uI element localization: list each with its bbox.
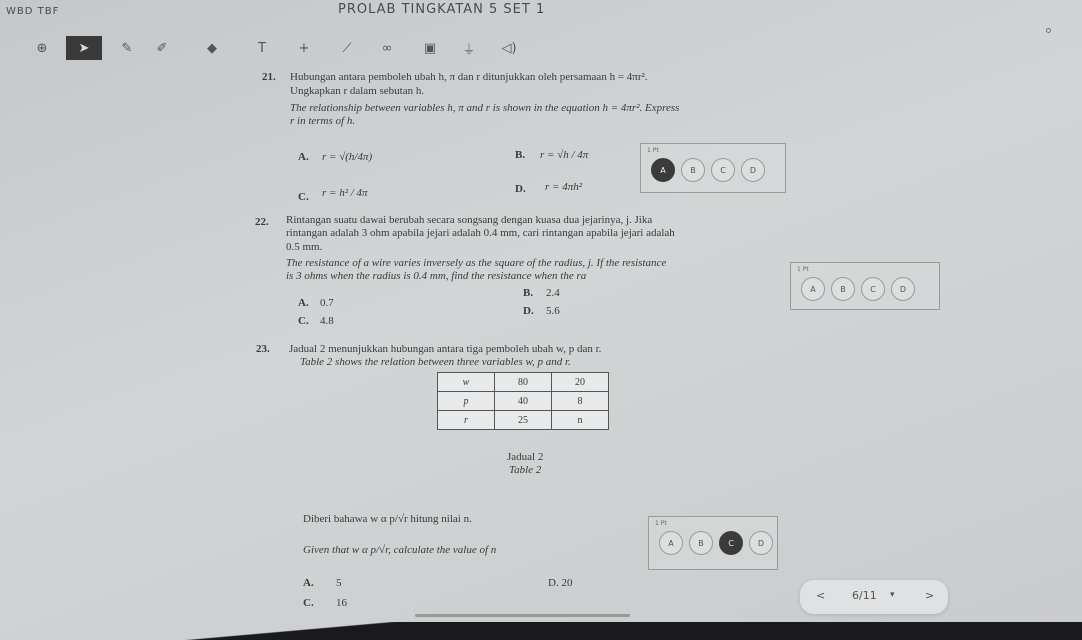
q22-malay-3: 0.5 mm. (286, 241, 323, 253)
q22-answer-panel (790, 262, 940, 310)
link-icon[interactable]: ∞ (381, 40, 393, 56)
q21-option-a-value: r = √(h/4π) (322, 151, 373, 163)
q22-malay: Rintangan suatu dawai berubah secara songsang dengan kuasa dua jejarinya, j. Jika (286, 214, 653, 226)
q22-option-a-label: A. (298, 297, 309, 309)
screen-bezel (0, 622, 1082, 640)
q21-english-2: r in terms of h. (290, 115, 356, 127)
table-row (438, 392, 609, 411)
q21-option-c-value: r = h² / 4π (322, 187, 368, 199)
text-icon[interactable]: T (258, 40, 266, 56)
highlighter-icon[interactable]: ✐ (156, 40, 168, 56)
q22-option-d-label: D. (523, 305, 534, 317)
status-dot-icon (1046, 28, 1051, 33)
q22-number: 22. (255, 216, 269, 228)
q23-answer-panel (648, 516, 778, 570)
answer-option-b[interactable]: B (831, 277, 855, 301)
q23-option-d: D. 20 (548, 577, 573, 589)
q22-option-b-value: 2.4 (546, 287, 560, 299)
table-cell: n (552, 411, 609, 430)
answer-option-d[interactable]: D (891, 277, 915, 301)
q21-option-d-value: r = 4πh² (545, 181, 583, 193)
answer-option-d[interactable]: D (749, 531, 773, 555)
q21-answer-panel (640, 143, 786, 193)
document-label: WBD TBF (6, 6, 60, 17)
table-caption-malay: Jadual 2 (507, 451, 544, 463)
q23-option-c-label: C. (303, 597, 314, 609)
answer-option-c[interactable]: C (719, 531, 743, 555)
q21-option-a-label: A. (298, 151, 309, 163)
q22-english-2: is 3 ohms when the radius is 0.4 mm, find the resistance when the ra (286, 270, 587, 282)
q21-option-c-label: C. (298, 191, 309, 203)
answer-option-c[interactable]: C (711, 158, 735, 182)
horizontal-scrollbar[interactable] (415, 614, 630, 617)
table-caption-english: Table 2 (509, 464, 542, 476)
q23-given-malay: Diberi bahawa w α p/√r hitung nilai n. (303, 513, 472, 525)
points-label: 1 Pt (655, 520, 667, 527)
page-navigator (800, 580, 948, 614)
q22-option-c-value: 4.8 (320, 315, 334, 327)
table-row (438, 373, 609, 392)
answer-option-b[interactable]: B (689, 531, 713, 555)
q22-option-a-value: 0.7 (320, 297, 334, 309)
table-cell: w (438, 373, 495, 392)
speaker-icon[interactable]: ◁) (501, 40, 517, 56)
q22-option-c-label: C. (298, 315, 309, 327)
table-cell: 8 (552, 392, 609, 411)
q23-option-a-value: 5 (336, 577, 342, 589)
q21-english: The relationship between variables h, π and r is shown in the equation h = 4πr². Express (290, 102, 680, 114)
q21-malay: Hubungan antara pemboleh ubah h, π dan r ditunjukkan oleh persamaan h = 4πr². (290, 71, 648, 83)
table-cell: 25 (495, 411, 552, 430)
q23-malay: Jadual 2 menunjukkan hubungan antara tiga pemboleh ubah w, p dan r. (289, 343, 602, 355)
table-cell: 80 (495, 373, 552, 392)
q22-option-b-label: B. (523, 287, 534, 299)
answer-option-a[interactable]: A (651, 158, 675, 182)
answer-option-c[interactable]: C (861, 277, 885, 301)
next-page-button[interactable]: > (925, 589, 935, 602)
image-icon[interactable]: ▣ (423, 40, 437, 56)
table-cell: r (438, 411, 495, 430)
page-indicator[interactable]: 6/11 (852, 589, 877, 602)
answer-option-b[interactable]: B (681, 158, 705, 182)
table-cell: 20 (552, 373, 609, 392)
table-cell: p (438, 392, 495, 411)
q22-malay-2: rintangan adalah 3 ohm apabila jejari adalah 0.4 mm, cari rintangan apabila jejari adalah (286, 227, 675, 239)
line-icon[interactable]: ⟋ (342, 40, 352, 56)
points-label: 1 Pt (797, 266, 809, 273)
points-label: 1 Pt (647, 147, 659, 154)
zoom-icon[interactable]: ⊕ (36, 40, 48, 56)
plus-icon[interactable]: + (298, 40, 310, 56)
eraser-icon[interactable]: ◆ (207, 40, 217, 56)
table-row (438, 411, 609, 430)
q23-english: Table 2 shows the relation between three variables w, p and r. (300, 356, 571, 368)
pointer-icon[interactable]: ➤ (66, 36, 102, 60)
q23-number: 23. (256, 343, 270, 355)
q23-option-a-label: A. (303, 577, 314, 589)
q21-option-b-label: B. (515, 149, 526, 161)
document-title: PROLAB TINGKATAN 5 SET 1 (338, 2, 546, 17)
q21-option-b-value: r = √h / 4π (540, 149, 589, 161)
q21-number: 21. (262, 71, 276, 83)
q23-option-c-value: 16 (336, 597, 347, 609)
answer-option-a[interactable]: A (659, 531, 683, 555)
answer-option-d[interactable]: D (741, 158, 765, 182)
q23-given-english: Given that w α p/√r, calculate the value of n (303, 544, 497, 556)
microphone-icon[interactable]: ⏚ (462, 42, 476, 58)
q22-option-d-value: 5.6 (546, 305, 560, 317)
answer-option-a[interactable]: A (801, 277, 825, 301)
page-dropdown-icon[interactable]: ▾ (890, 590, 895, 600)
pen-icon[interactable]: ✎ (121, 40, 133, 56)
previous-page-button[interactable]: < (816, 589, 826, 602)
table-cell: 40 (495, 392, 552, 411)
q21-option-d-label: D. (515, 183, 526, 195)
q22-english: The resistance of a wire varies inversely as the square of the radius, j. If the resistance (286, 257, 667, 269)
q21-malay-2: Ungkapkan r dalam sebutan h. (290, 85, 425, 97)
table-2 (437, 372, 609, 430)
